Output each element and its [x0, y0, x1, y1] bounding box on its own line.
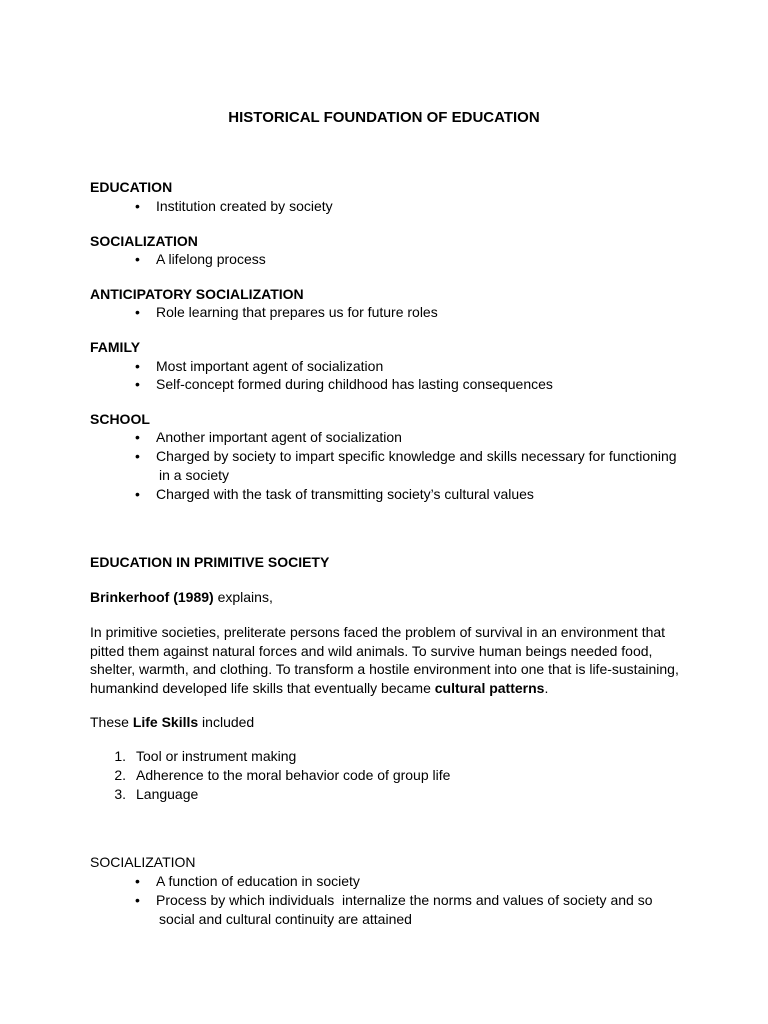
emphasis-life-skills: Life Skills: [132, 714, 199, 730]
intro-text: included: [198, 714, 255, 730]
list-item: Tool or instrument making: [136, 748, 297, 764]
intro-text: These: [90, 714, 133, 730]
bullet-item: Charged by society to impart specific knowledge and skills necessary for functioning: [156, 448, 677, 464]
list-number: 1.: [114, 748, 126, 764]
bullet-marker: •: [135, 251, 140, 267]
paragraph-line: [90, 679, 548, 697]
bullet-marker: •: [135, 873, 140, 889]
bullet-marker: •: [135, 486, 140, 502]
list-number: 2.: [114, 767, 126, 783]
bullet-item: A lifelong process: [156, 251, 266, 267]
list-item: Language: [136, 786, 199, 802]
bullet-marker: •: [135, 892, 140, 908]
paragraph-line: shelter, warmth, and clothing. To transform a hostile environment into one that is life-sustaining,: [90, 661, 679, 677]
paragraph-text: .: [544, 680, 549, 696]
section-heading-socialization: SOCIALIZATION: [90, 233, 198, 249]
bullet-marker: •: [135, 358, 140, 374]
bullet-marker: •: [135, 429, 140, 445]
emphasis-cultural-patterns: cultural patterns: [434, 680, 545, 696]
document-title: HISTORICAL FOUNDATION OF EDUCATION: [228, 109, 540, 126]
bullet-item-continuation: social and cultural continuity are attained: [159, 911, 412, 927]
citation-line: [90, 588, 273, 606]
section-heading-socialization-function: SOCIALIZATION: [90, 854, 196, 870]
section-heading-primitive-society: EDUCATION IN PRIMITIVE SOCIETY: [90, 554, 330, 570]
bullet-item: Most important agent of socialization: [156, 358, 384, 374]
bullet-item: Role learning that prepares us for future roles: [156, 304, 438, 320]
bullet-item: Institution created by society: [156, 198, 333, 214]
section-heading-anticipatory-socialization: ANTICIPATORY SOCIALIZATION: [90, 286, 304, 302]
citation-suffix: explains,: [213, 589, 273, 605]
section-heading-school: SCHOOL: [90, 411, 150, 427]
bullet-item: Another important agent of socialization: [156, 429, 402, 445]
bullet-marker: •: [135, 198, 140, 214]
bullet-marker: •: [135, 448, 140, 464]
bullet-item-continuation: in a society: [159, 467, 230, 483]
bullet-item: A function of education in society: [156, 873, 360, 889]
paragraph-line: pitted them against natural forces and wild animals. To survive human beings needed food,: [90, 643, 653, 659]
section-heading-education: EDUCATION: [90, 179, 173, 195]
bullet-marker: •: [135, 376, 140, 392]
bullet-item: Self-concept formed during childhood has lasting consequences: [156, 376, 553, 392]
life-skills-intro: [90, 713, 254, 731]
bullet-item: Charged with the task of transmitting society’s cultural values: [156, 486, 534, 502]
author-citation: Brinkerhoof (1989): [90, 589, 214, 605]
paragraph-line: In primitive societies, preliterate persons faced the problem of survival in an environment that: [90, 624, 666, 640]
section-heading-family: FAMILY: [90, 339, 141, 355]
list-item: Adherence to the moral behavior code of group life: [136, 767, 451, 783]
bullet-item: Process by which individuals internalize the norms and values of society and so: [156, 892, 653, 908]
paragraph-text: humankind developed life skills that eventually became: [90, 680, 435, 696]
bullet-marker: •: [135, 304, 140, 320]
list-number: 3.: [114, 786, 126, 802]
